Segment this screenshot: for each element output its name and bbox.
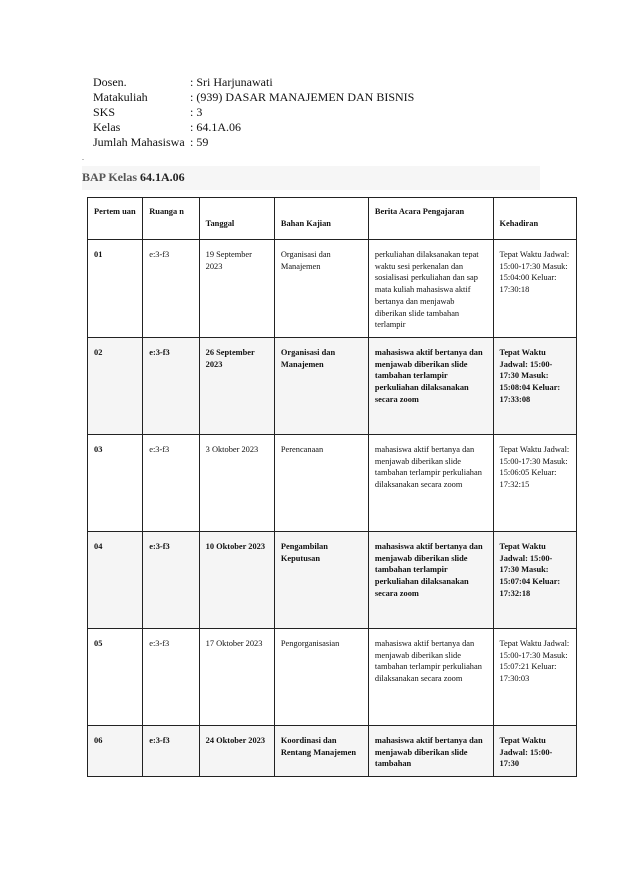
cell-room: e:3-f3 (143, 240, 199, 338)
cell-notes: mahasiswa aktif bertanya dan menjawab diberikan slide tambahan terlampir perkuliahan dilaksanakan secara zoom (368, 531, 493, 628)
header-ruangan: Ruanga n (143, 198, 199, 240)
bap-class-code: 64.1A.06 (140, 170, 185, 184)
cell-date: 17 Oktober 2023 (199, 628, 274, 725)
info-row-jumlah-mahasiswa (93, 135, 414, 150)
bap-heading (82, 170, 185, 185)
cell-attendance: Tepat Waktu Jadwal: 15:00-17:30 Masuk: 15:04:00 Keluar: 17:30:18 (493, 240, 577, 338)
cell-notes: perkuliahan dilaksanakan tepat waktu sesi perkenalan dan sosialisasi perkuliahan dan sap mata kuliah mahasiswa aktif bertanya dan menjawab diberikan slide tambahan terlampir (368, 240, 493, 338)
cell-meeting-number: 04 (88, 531, 143, 628)
cell-room: e:3-f3 (143, 337, 199, 434)
cell-room: e:3-f3 (143, 434, 199, 531)
bap-title: BAP Kelas (82, 170, 138, 184)
info-label: Matakuliah (93, 90, 148, 104)
cell-topic: Organisasi dan Manajemen (274, 240, 368, 338)
table-header-row (88, 198, 577, 240)
header-kehadiran: Kehadiran (493, 198, 577, 240)
cell-notes: mahasiswa aktif bertanya dan menjawab diberikan slide tambahan terlampir perkuliahan dilaksanakan secara zoom (368, 434, 493, 531)
cell-attendance: Tepat Waktu Jadwal: 15:00-17:30 Masuk: 15:07:04 Keluar: 17:32:18 (493, 531, 577, 628)
info-value: : 64.1A.06 (190, 120, 241, 134)
table-row (88, 240, 577, 338)
cell-attendance: Tepat Waktu Jadwal: 15:00-17:30 Masuk: 15:06:05 Keluar: 17:32:15 (493, 434, 577, 531)
cell-topic: Koordinasi dan Rentang Manajemen (274, 725, 368, 776)
cell-room: e:3-f3 (143, 725, 199, 776)
info-label: Kelas (93, 120, 121, 134)
cell-topic: Pengorganisasian (274, 628, 368, 725)
header-tanggal: Tanggal (199, 198, 274, 240)
info-value: : 59 (190, 135, 209, 149)
info-value: : Sri Harjunawati (190, 75, 273, 89)
info-label: SKS (93, 105, 116, 119)
info-row-kelas (93, 120, 414, 135)
header-bahan-kajian: Bahan Kajian (274, 198, 368, 240)
cell-meeting-number: 06 (88, 725, 143, 776)
cell-room: e:3-f3 (143, 628, 199, 725)
cell-date: 26 September 2023 (199, 337, 274, 434)
cell-meeting-number: 02 (88, 337, 143, 434)
info-row-dosen (93, 75, 414, 90)
cell-date: 19 September 2023 (199, 240, 274, 338)
cell-notes: mahasiswa aktif bertanya dan menjawab diberikan slide tambahan terlampir perkuliahan dilaksanakan secara zoom (368, 628, 493, 725)
table-row (88, 531, 577, 628)
cell-date: 3 Oktober 2023 (199, 434, 274, 531)
cell-topic: Organisasi dan Manajemen (274, 337, 368, 434)
cell-attendance: Tepat Waktu Jadwal: 15:00-17:30 Masuk: 15:08:04 Keluar: 17:33:08 (493, 337, 577, 434)
cell-meeting-number: 01 (88, 240, 143, 338)
cell-room: e:3-f3 (143, 531, 199, 628)
cell-topic: Pengambilan Keputusan (274, 531, 368, 628)
cell-attendance: Tepat Waktu Jadwal: 15:00-17:30 Masuk: 15:07:21 Keluar: 17:30:03 (493, 628, 577, 725)
cell-meeting-number: 03 (88, 434, 143, 531)
info-label: Jumlah Mahasiswa (93, 135, 185, 149)
cell-notes: mahasiswa aktif bertanya dan menjawab diberikan slide tambahan terlampir perkuliahan dilaksanakan secara zoom (368, 337, 493, 434)
cell-meeting-number: 05 (88, 628, 143, 725)
separator-dot: . (82, 153, 84, 162)
info-label: Dosen. (93, 75, 127, 89)
header-pertemuan: Pertem uan (88, 198, 143, 240)
table-row (88, 725, 577, 776)
cell-date: 24 Oktober 2023 (199, 725, 274, 776)
info-row-sks (93, 105, 414, 120)
cell-date: 10 Oktober 2023 (199, 531, 274, 628)
info-row-matakuliah (93, 90, 414, 105)
course-info (93, 75, 414, 150)
table-row (88, 337, 577, 434)
cell-attendance: Tepat Waktu Jadwal: 15:00-17:30 (493, 725, 577, 776)
info-value: : (939) DASAR MANAJEMEN DAN BISNIS (190, 90, 415, 104)
table-row (88, 628, 577, 725)
bap-table (87, 197, 577, 777)
header-berita-acara: Berita Acara Pengajaran (368, 198, 493, 240)
cell-notes: mahasiswa aktif bertanya dan menjawab diberikan slide tambahan (368, 725, 493, 776)
cell-topic: Perencanaan (274, 434, 368, 531)
table-row (88, 434, 577, 531)
info-value: : 3 (190, 105, 203, 119)
